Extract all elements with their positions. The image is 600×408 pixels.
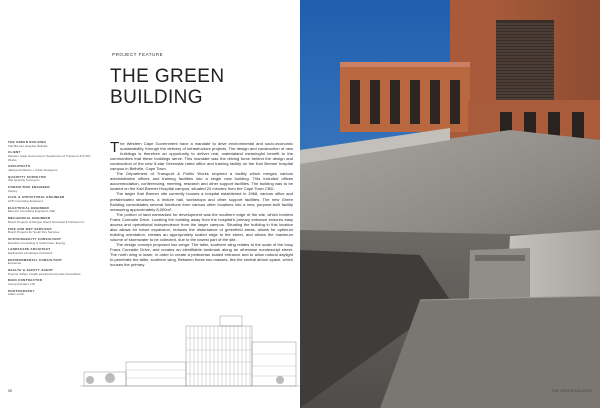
credit-value: Bosch Projects for South Fire Services — [8, 230, 60, 235]
credit-value: Adam Letch — [8, 292, 25, 297]
paragraph-text: The portion of land earmarked for development was the southern edge of the site, which borders Frans Conradie Drive. Locating the building away from the hospital's primary entrance ensures easy access and operational independence from the larger campus. Situating the building in this location also allows for future expansion, reduces the disturbance of greenfield areas, allows for optimum building orientation, creates an appropriately scaled edge to the street, and allows the maximum volume of stormwater to be collected, due to the lowest part of the site. — [110, 211, 293, 242]
credit-label: FIRE AND WET SERVICES — [8, 226, 52, 231]
credit-label: LANDSCAPE ARCHITECT — [8, 247, 51, 252]
credit-entry — [8, 279, 98, 286]
title-line-1: THE GREEN — [110, 66, 225, 87]
body-paragraph — [110, 141, 293, 171]
credit-entry — [8, 269, 98, 276]
credit-label: ELECTRICAL ENGINEER — [8, 205, 50, 210]
credit-value: Bosch Projects of Morgan Stand Structural & Partners Inc — [8, 219, 85, 224]
body-paragraph — [110, 242, 293, 267]
building-elevation-drawing — [80, 306, 300, 392]
credit-entry — [8, 290, 98, 297]
credit-label: MECHANICAL ENGINEER — [8, 216, 51, 221]
credit-label: CONSULTING ENGINEER — [8, 185, 50, 190]
credit-value: Ulla Quantity Surveyors — [8, 178, 40, 183]
credit-entry — [8, 151, 98, 162]
paragraph-text: he Western Cape Government have a mandate to drive environmental and socio-economic sustainability, through the delivery of infrastructure projects. The design and construction of new buildings is therefore an opportunity to deliver real, materialand meaningful benefit to the communities that these buildings serve. This mandate was the driving force behind the design and construction of the new 5-star Greenstar rated office and training facility on the Karl Bremer hospital campus in Bellville, Cape Town. — [110, 141, 293, 172]
project-credits — [8, 141, 98, 300]
credit-entry — [8, 207, 98, 214]
running-title: THE GREEN BUILDING — [551, 389, 592, 393]
credit-value: Karl Bremer Hospital, Bellville — [8, 143, 48, 148]
page-number: 58 — [8, 389, 12, 393]
building-photograph — [300, 0, 600, 408]
credit-value: Western Cape Government: Department of Transport & Public Works — [8, 153, 91, 162]
credit-entry — [8, 259, 98, 266]
credit-label: HEALTH & SAFETY AGENT — [8, 268, 54, 273]
credit-label: ARCHITECTS — [8, 164, 31, 169]
body-paragraph — [110, 191, 293, 211]
credit-entry — [8, 165, 98, 172]
credit-entry — [8, 186, 98, 193]
credit-value: Element Consulting Engineers (SE) — [8, 209, 56, 214]
paragraph-text: The design concept proposed two wings: The taller, southern wing relates to the scale of the busy Frans Conradie Drive, and creates an identifiable landmark along an otherwise nondescript street. The north wing is lower, in order to create a pedestrian scaled entrance and to allow natural daylight to penetrate the taller, southern wing. Between these two masses, lies the central atrium space, which houses the primary — [110, 241, 293, 268]
right-page — [300, 0, 600, 408]
credit-label: CLIENT — [8, 150, 21, 155]
credit-value: Ecosense — [8, 261, 22, 266]
credit-label: MAIN CONTRACTOR — [8, 278, 43, 283]
paragraph-text: The Department of Transport & Public Works required a facility which merges various administrative offices and training facilities into a single new building. This included offices accommodation, conferencing, meeting, research and other support facilities. The building was to be located on the Karl Bremer Hospital campus, situated 20 minutes from the Cape Town CBD. — [110, 171, 293, 192]
credit-value: AVP Consulting Engineers — [8, 199, 44, 204]
paragraph-text: The larger Karl Bremer site currently houses a hospital established in 1968, various office and prefabricated structures, a lecture hall, workshops and other support facilities. The new Green Building consolidates several functions from various other locations into a new, purpose-built facility measuring approximately 8,000m². — [110, 191, 293, 212]
credit-entry — [8, 228, 98, 235]
article-title — [110, 66, 224, 108]
credit-entry — [8, 248, 98, 255]
credit-entry — [8, 196, 98, 203]
credit-label: ENVIRONMENTAL CONSULTANT — [8, 257, 63, 262]
credit-entry — [8, 217, 98, 224]
credit-label: THE GREEN BUILDING — [8, 140, 47, 144]
section-kicker: PROJECT FEATURE — [112, 52, 164, 57]
body-paragraph — [110, 171, 293, 191]
body-paragraph — [110, 212, 293, 242]
title-line-2: BUILDING — [110, 87, 203, 108]
credit-entry — [8, 141, 98, 148]
credit-value: Ecolution Consulting & Solid Green Energy — [8, 240, 66, 245]
credit-label: PHOTOGRAPHY — [8, 288, 35, 293]
credit-value: Kantey — [8, 188, 18, 193]
credit-label: CIVIL & STRUCTURAL ENGINEER — [8, 195, 65, 200]
credit-value: Premier Safety, Health and Environmental Consultants — [8, 271, 81, 276]
credit-entry — [8, 238, 98, 245]
credit-value: Earthworks Landscape Architects — [8, 250, 53, 255]
credit-value: Aveng Grinaker-LTA — [8, 282, 35, 287]
article-body — [110, 141, 293, 267]
credit-value: Jakupa Architects + Urban Designers — [8, 167, 58, 172]
credit-label: SUSTAINABILITY CONSULTANT — [8, 236, 62, 241]
credit-entry — [8, 176, 98, 183]
credit-label: QUANTITY SURVEYOR — [8, 174, 46, 179]
drop-cap: T — [110, 139, 120, 156]
